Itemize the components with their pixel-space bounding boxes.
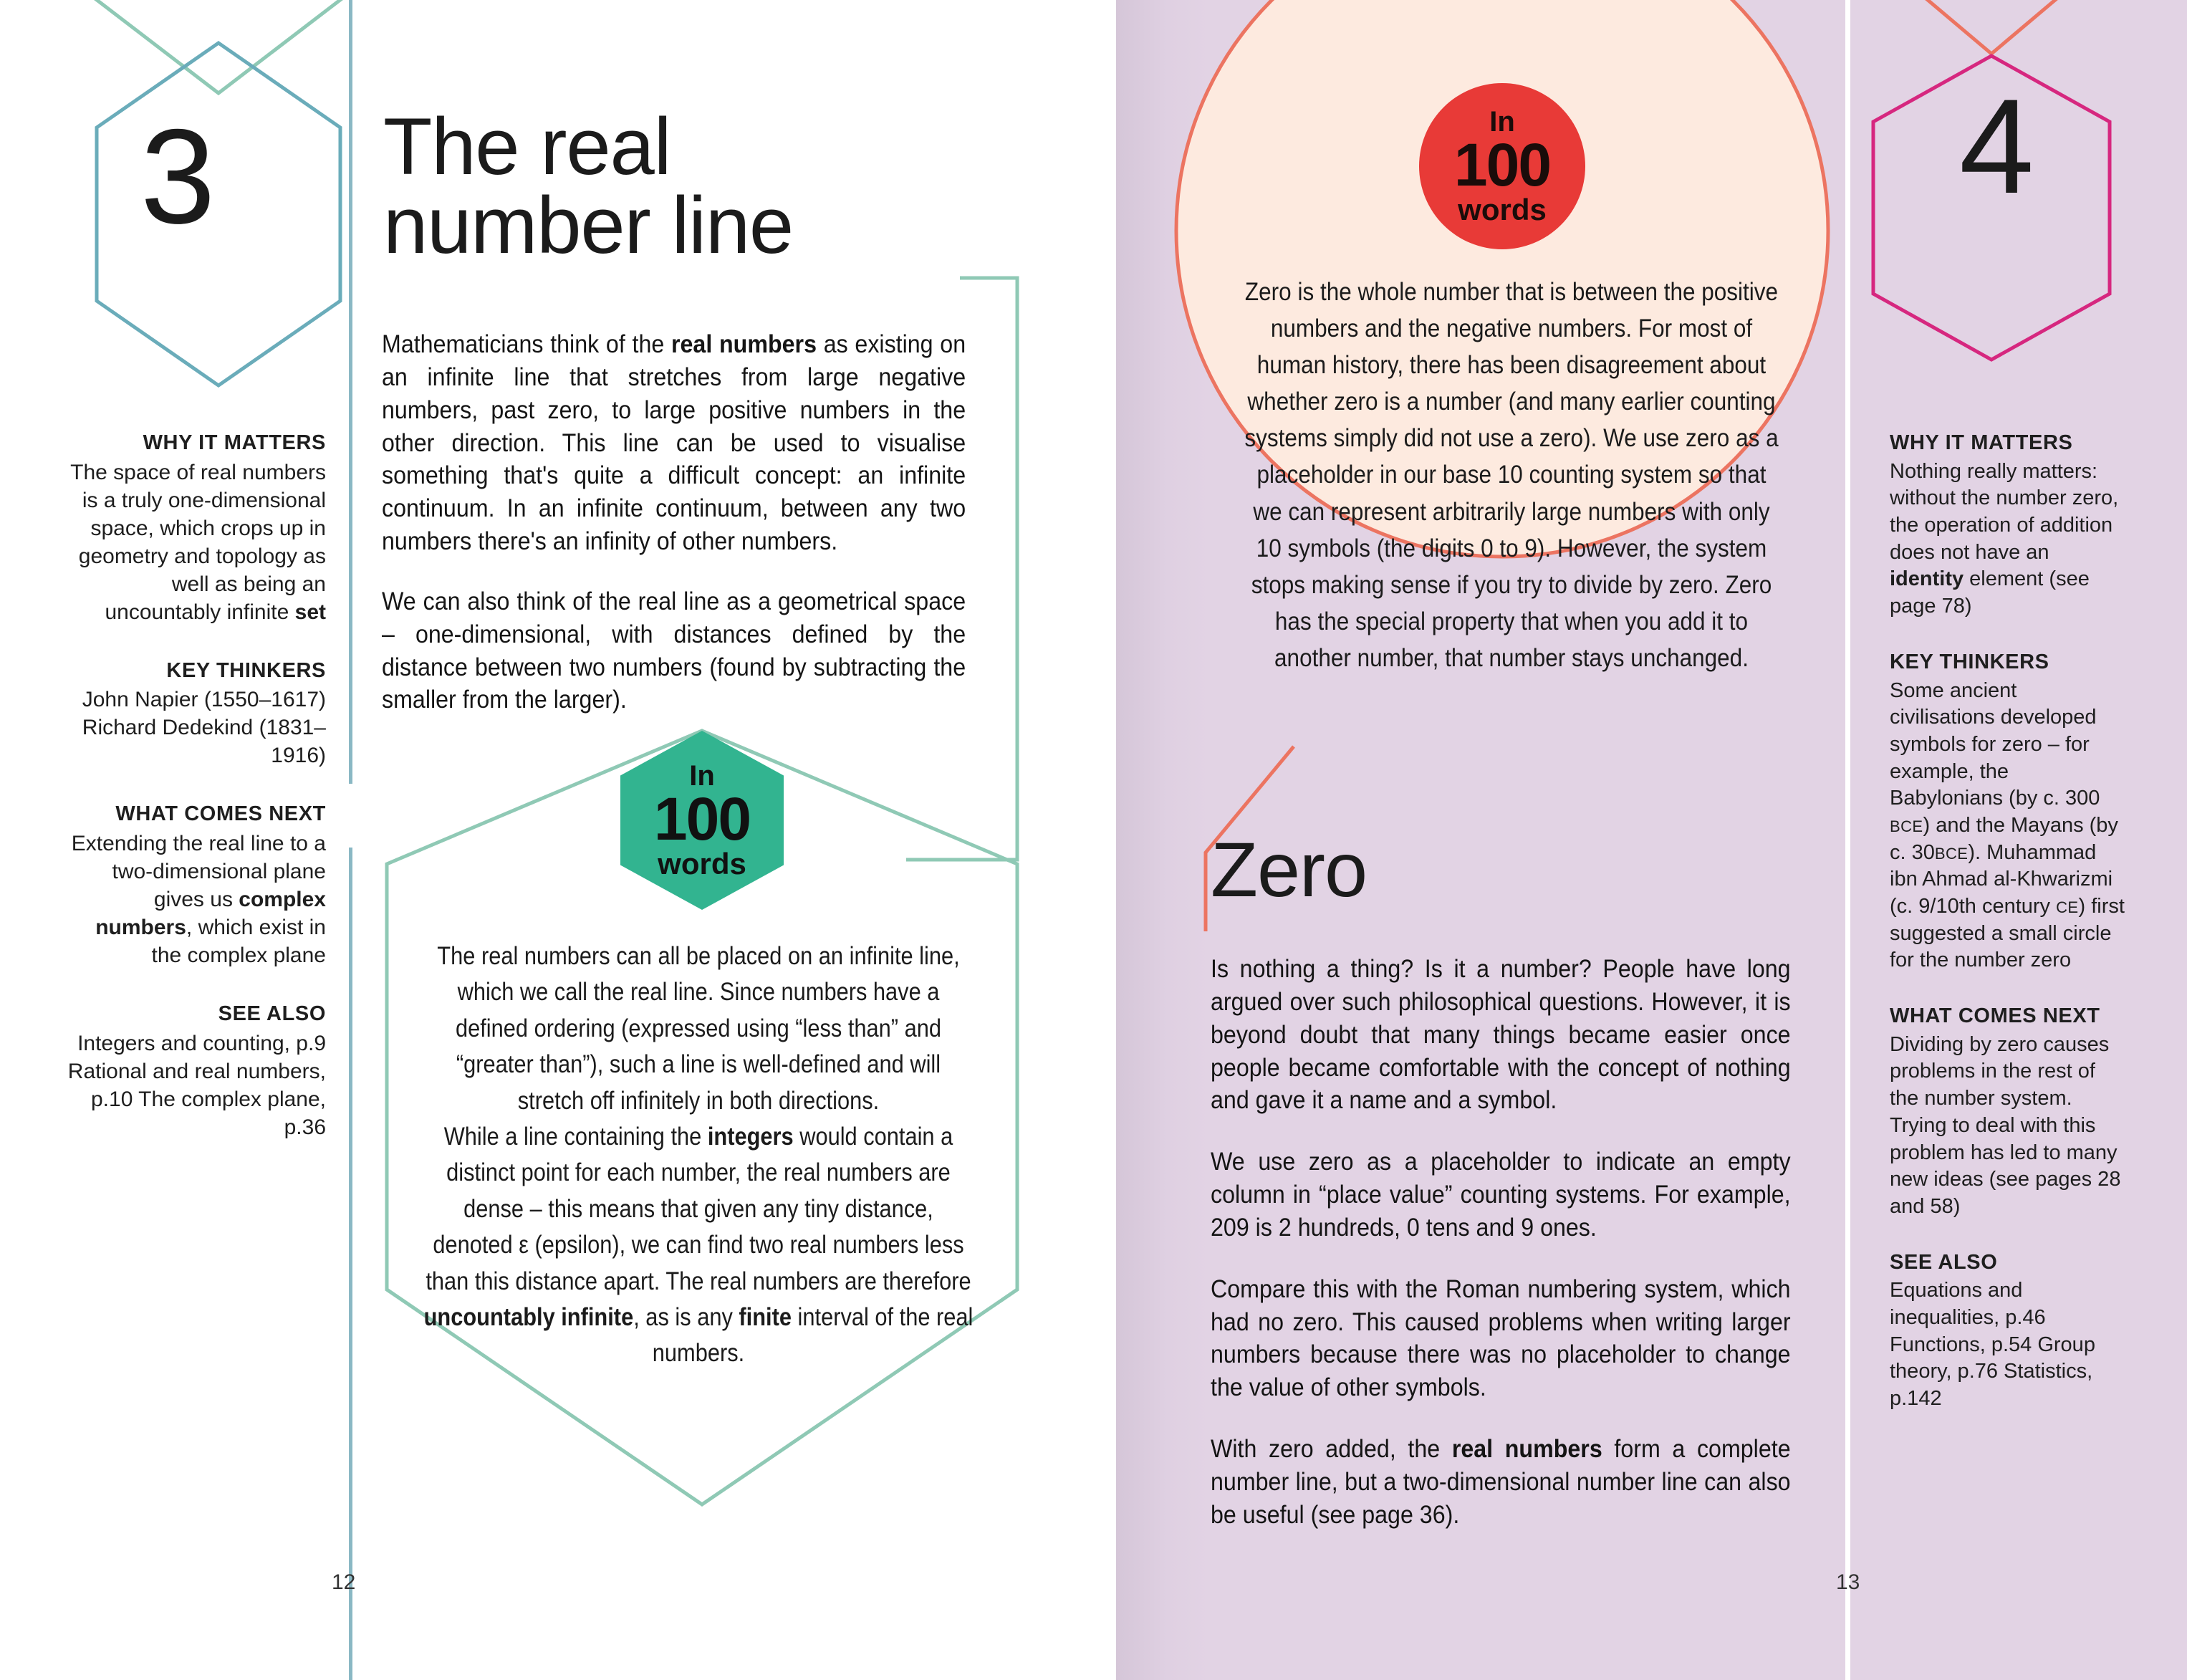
text-run: , which exist in the complex plane [151, 916, 326, 968]
text-run: ) and the Mayans (by c. 30 [1890, 813, 2118, 864]
text-run: Equations and inequalities, p.46 Functions, p.54 Group theory, p.76 Statistics, p.142 [1890, 1279, 2095, 1410]
bold-term: real numbers [670, 330, 817, 358]
bold-term: complex numbers [95, 888, 326, 940]
badge-in-label: In [689, 760, 715, 792]
badge-count-label: 100 [653, 785, 751, 853]
text-run: ) first suggested a small circle for the number zero [1890, 895, 2125, 972]
bold-term: real numbers [1451, 1435, 1602, 1464]
right-page-100words-text: Zero is the whole number that is between the positive numbers and the negative numbers. For most of human history, there has been disagreement about whether zero is a number (and many earlier counting systems simply did not use a zero). We use zero as a placeholder in our base 10 counting system so that we can represent arbitrarily large numbers with only 10 symbols (the digits 0 to 9). However, the system stops making sense if you try to divide by zero. Zero has the special property that when you add it to another number, that number stays unchanged. [1244, 278, 1779, 672]
text-run: Nothing really matters: without the number zero, the operation of addition does not have an [1890, 459, 2119, 564]
text-run: We use zero as a placeholder to indicate an empty column in “place value” counting systems. For example, 209 is 2 hundreds, 0 tens and 9 ones. [1211, 1148, 1791, 1242]
text-run: ). Muhammad ibn Ahmad al-Khwarizmi (c. 9/10th century [1890, 840, 2113, 918]
text-run: Mathematicians think of the [382, 330, 671, 358]
paragraph [1211, 1146, 1791, 1244]
page-number-left: 12 [332, 1570, 356, 1594]
text-run: Some ancient civilisations developed symbols for zero – for example, the Babylonians (by c. 300 [1890, 678, 2100, 810]
chapter-number-4: 4 [1959, 71, 2033, 221]
chapter-number-3: 3 [140, 101, 214, 251]
text-run: The space of real numbers is a truly one-dimensional space, which crops up in geometry and topology as well as being an uncountably infinite [70, 460, 326, 624]
left-page-sidebar [61, 430, 326, 1141]
sidebar-heading: WHAT COMES NEXT [115, 802, 326, 826]
paragraph [382, 585, 966, 716]
bold-term: uncountably infinite [423, 1302, 634, 1331]
right-page-sidebar [1890, 430, 2126, 1413]
text-run: John Napier (1550–1617) Richard Dedekind (1831–1916) [82, 688, 326, 768]
text-run: form a complete number line, but a two-dimensional number line can also be useful (see page 36). [1211, 1435, 1791, 1529]
text-run: would contain a distinct point for each number, the real numbers are dense – this means that given any tiny distance, denoted ε (epsilon), we can find two real numbers less than this distance apart. The real numbers are therefore [426, 1122, 971, 1295]
text-run: Compare this with the Roman numbering system, which had no zero. This caused problems when writing larger numbers because there was no placeholder to change the value of other symbols. [1211, 1275, 1791, 1402]
sidebar-body [61, 830, 326, 969]
badge-in-label: In [1489, 106, 1515, 138]
paragraph [1211, 1433, 1791, 1532]
sidebar-heading: KEY THINKERS [1890, 650, 2049, 673]
text-run: as existing on an infinite line that stretches from large negative numbers, past zero, to large positive numbers in the other direction. This line can be used to visualise something that's quite a difficult concept: an infinite continuum. In an infinite continuum, between any two numbers there's an infinity of other numbers. [382, 330, 966, 556]
sidebar-body [1890, 1032, 2126, 1221]
sidebar-body [61, 686, 326, 769]
sidebar-section [61, 430, 326, 626]
sidebar-body [1890, 678, 2126, 975]
title-line-2: number line [383, 180, 794, 270]
sidebar-section [1890, 430, 2126, 620]
text-run: element (see page 78) [1890, 567, 2090, 618]
sidebar-heading: SEE ALSO [218, 1002, 326, 1026]
small-caps-era: CE [2056, 898, 2079, 916]
badge-words-label: words [658, 846, 746, 880]
sidebar-body [61, 1029, 326, 1141]
sidebar-section [61, 1001, 326, 1141]
text-run: Extending the real line to a two-dimensional plane gives us [71, 832, 326, 912]
sidebar-section [1890, 1003, 2126, 1221]
sidebar-section [61, 801, 326, 969]
sidebar-heading: KEY THINKERS [166, 658, 326, 682]
sidebar-section [1890, 649, 2126, 974]
badge-words-label: words [1458, 192, 1547, 226]
text-run: Integers and counting, p.9 Rational and real numbers, p.10 The complex plane, p.36 [67, 1031, 326, 1139]
bold-term: identity [1890, 567, 1964, 591]
sidebar-heading: WHAT COMES NEXT [1890, 1004, 2100, 1028]
sidebar-section [61, 658, 326, 770]
bold-term: finite [739, 1302, 792, 1331]
small-caps-era: BCE [1890, 817, 1923, 835]
paragraph [1211, 1273, 1791, 1404]
sidebar-body [61, 459, 326, 626]
text-run: The real numbers can all be placed on an infinite line, which we call the real line. Since numbers have a defined ordering (expressed using “less than” and “greater than”), such a line is well-defined and will stretch off infinitely in both directions. [437, 942, 960, 1115]
right-page-body [1211, 953, 1791, 1532]
left-page-100words-text [421, 939, 976, 1372]
left-page-title [383, 102, 1028, 270]
bold-term: integers [707, 1122, 794, 1151]
left-page-body [382, 328, 966, 716]
text-run: While a line containing the [443, 1122, 708, 1151]
sidebar-heading: WHY IT MATTERS [1890, 431, 2073, 454]
title-line-1: The real [383, 102, 671, 191]
text-run: With zero added, the [1211, 1435, 1452, 1464]
right-page-title: Zero [1211, 826, 1368, 913]
text-run: , as is any [633, 1302, 739, 1331]
paragraph [1211, 953, 1791, 1117]
sidebar-heading: SEE ALSO [1890, 1250, 1998, 1274]
sidebar-body [1890, 1277, 2126, 1412]
bold-term: set [294, 600, 326, 624]
in-100-words-badge-green [620, 731, 784, 910]
text-run: Dividing by zero causes problems in the rest of the number system. Trying to deal with this problem has led to many new ideas (see pages 28 and 58) [1890, 1032, 2121, 1218]
page-number-right: 13 [1836, 1570, 1860, 1594]
paragraph [382, 328, 966, 558]
badge-count-label: 100 [1453, 131, 1551, 199]
text-run: Is nothing a thing? Is it a number? People have long argued over such philosophical questions. However, it is beyond doubt that many things became easier once people became comfortable with the concept of nothing and gave it a name and a symbol. [1211, 955, 1791, 1115]
in-100-words-badge-red [1419, 83, 1585, 249]
sidebar-heading: WHY IT MATTERS [143, 431, 326, 454]
text-run: interval of the real numbers. [652, 1302, 974, 1368]
small-caps-era: BCE [1934, 844, 1969, 863]
text-run: We can also think of the real line as a geometrical space – one-dimensional, with distances defined by the distance between two numbers (found by subtracting the smaller from the larger). [382, 587, 966, 714]
sidebar-section [1890, 1249, 2126, 1413]
sidebar-body [1890, 459, 2126, 620]
